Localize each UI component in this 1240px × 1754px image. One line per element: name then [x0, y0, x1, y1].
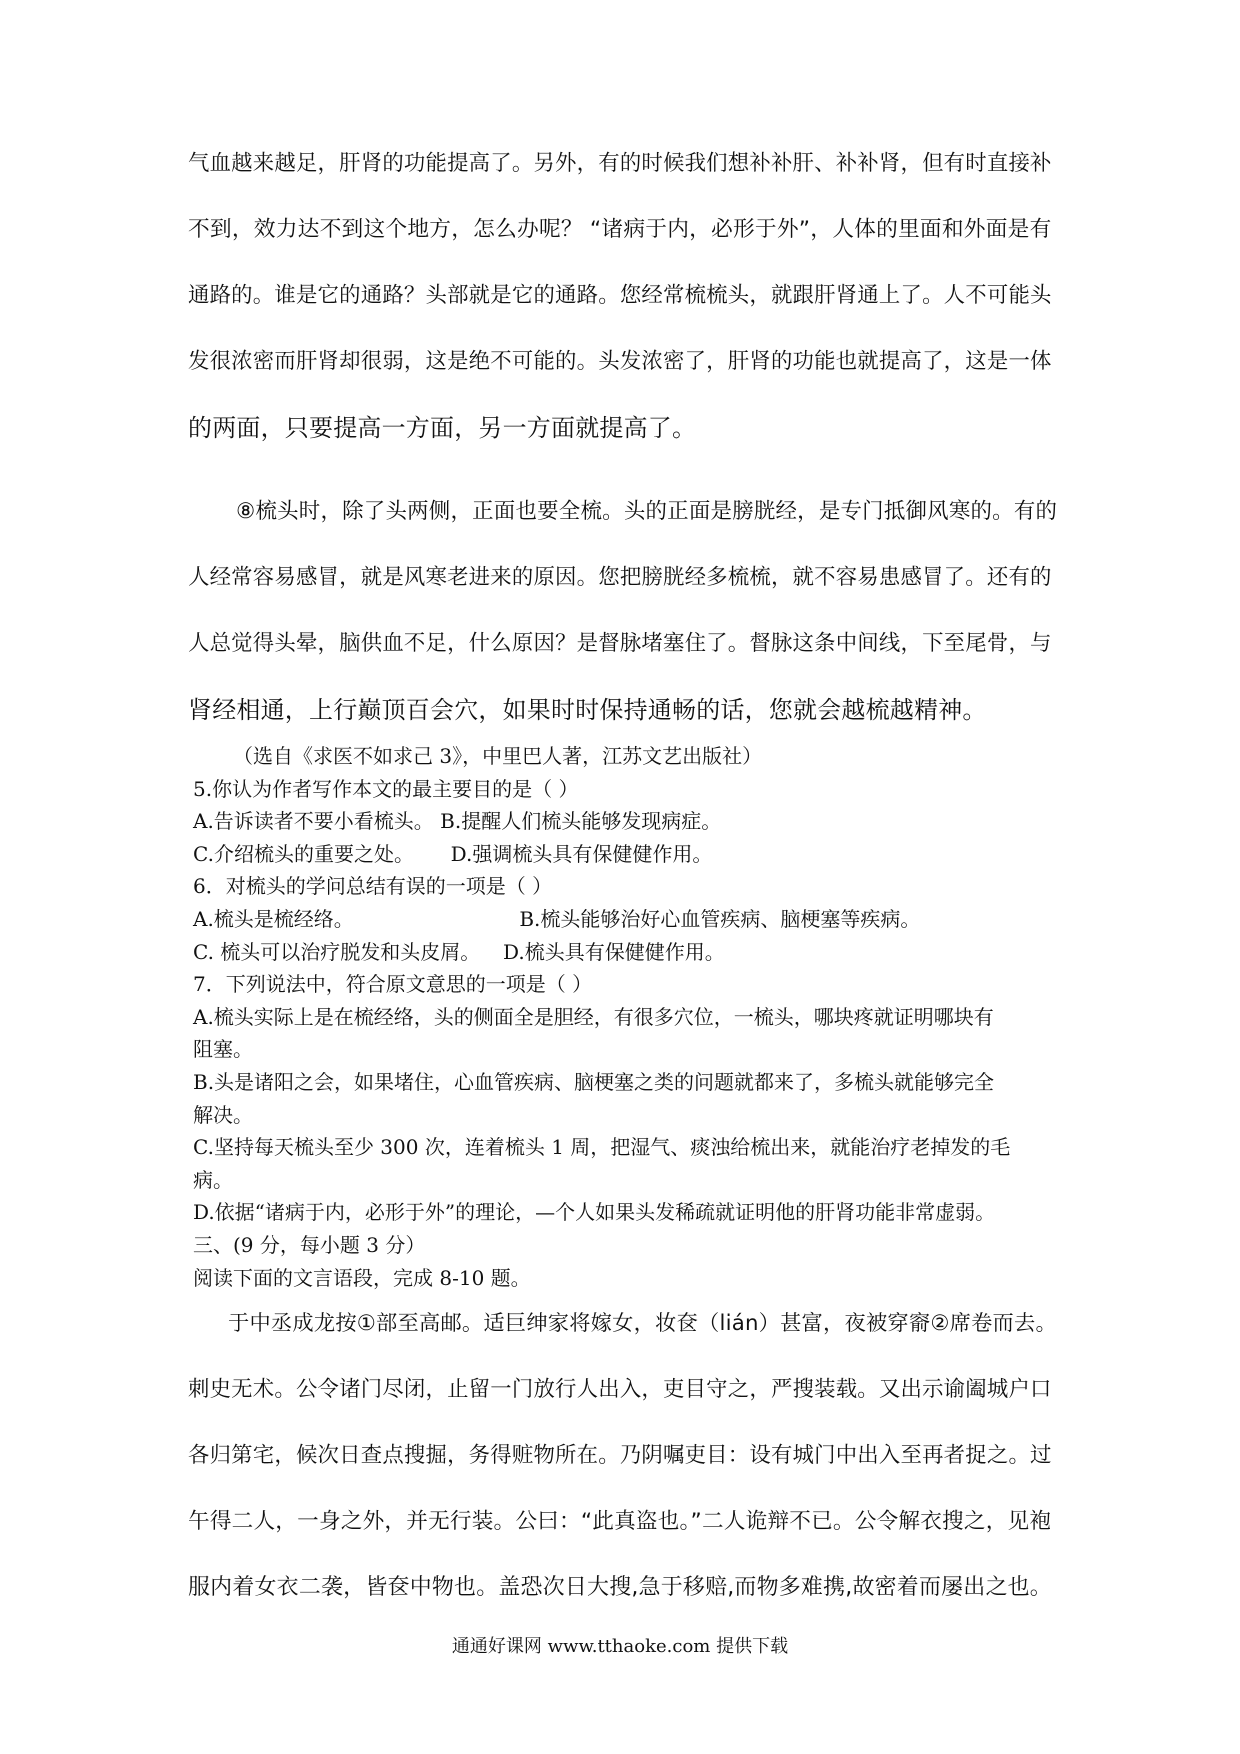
text-line: 气血越来越足，肝肾的功能提高了。另外，有的时候我们想补补肝、补补肾，但有时直接补	[188, 151, 1052, 176]
option-a: A.告诉读者不要小看梳头。	[193, 809, 434, 834]
text-line: 发很浓密而肝肾却很弱，这是绝不可能的。头发浓密了，肝肾的功能也就提高了，这是一体	[188, 349, 1052, 374]
option-a: A.梳头实际上是在梳经络，头的侧面全是胆经，有很多穴位，一梳头，哪块疼就证明哪块有	[193, 1004, 994, 1029]
text-line: 于中丞成龙按①部至高邮。适巨绅家将嫁女，妆奁（lián）甚富，夜被穿窬②席卷而去。	[228, 1311, 1057, 1336]
question-6-stem: 6．对梳头的学问总结有误的一项是（ ）	[193, 874, 553, 899]
questions-block	[193, 740, 1073, 1294]
text-line: 各归第宅，候次日查点搜掘，务得赃物所在。乃阴嘱吏目：设有城门中出入至再者捉之。过	[188, 1443, 1052, 1468]
question-6-options-ab	[193, 903, 1073, 936]
text-line: 肾经相通，上行巅顶百会穴，如果时时保持通畅的话，您就会越梳越精神。	[188, 696, 987, 724]
section-3-instruction: 阅读下面的文言语段，完成 8-10 题。	[193, 1265, 531, 1290]
text-line: 人总觉得头晕，脑供血不足，什么原因？是督脉堵塞住了。督脉这条中间线，下至尾骨，与	[188, 631, 1052, 656]
option-c: C.坚持每天梳头至少 300 次，连着梳头 1 周，把湿气、痰浊给梳出来，就能治疗老掉发的毛	[193, 1135, 1011, 1160]
option-c-continued: 病。	[193, 1167, 233, 1192]
text-line: 通路的。谁是它的通路？头部就是它的通路。您经常梳梳头，就跟肝肾通上了。人不可能头	[188, 283, 1052, 308]
text-line: 不到，效力达不到这个地方，怎么办呢？ “诸病于内，必形于外”，人体的里面和外面是有	[188, 217, 1052, 242]
text-line: 的两面，只要提高一方面，另一方面就提高了。	[188, 414, 697, 442]
text-line: 刺史无术。公令诸门尽闭，止留一门放行人出入，吏目守之，严搜装载。又出示谕阖城户口	[188, 1377, 1052, 1402]
option-a-continued: 阻塞。	[193, 1037, 253, 1062]
paragraph-top	[188, 131, 1060, 461]
question-5-stem: 5.你认为作者写作本文的最主要目的是（ ）	[193, 776, 579, 801]
text-line: 服内着女衣二袭，皆奁中物也。盖恐次日大搜,急于移赔,而物多难携,故密着而屡出之也。	[188, 1575, 1052, 1600]
option-b: B.提醒人们梳头能够发现病症。	[440, 809, 722, 834]
text-line: 人经常容易感冒，就是风寒老进来的原因。您把膀胱经多梳梳，就不容易患感冒了。还有的	[188, 565, 1052, 590]
text-line: ⑧梳头时，除了头两侧，正面也要全梳。头的正面是膀胱经，是专门抵御风寒的。有的	[236, 499, 1058, 524]
page-footer: 通通好课网 www.tthaoke.com 提供下载	[451, 1636, 789, 1657]
option-d: D.梳头具有保健健作用。	[503, 939, 725, 964]
option-b: B.梳头能够治好心血管疾病、脑梗塞等疾病。	[519, 906, 921, 931]
paragraph-8	[188, 479, 1060, 743]
classical-passage	[188, 1291, 1060, 1621]
question-5-options-ab	[193, 805, 1073, 838]
option-d: D.强调梳头具有保健健作用。	[450, 841, 713, 866]
section-3-heading: 三、(9 分，每小题 3 分）	[193, 1232, 426, 1257]
option-d: D.依据“诸病于内，必形于外”的理论，—个人如果头发稀疏就证明他的肝肾功能非常虚弱。	[193, 1200, 996, 1225]
option-b: B.头是诸阳之会，如果堵住，心血管疾病、脑梗塞之类的问题就都来了，多梳头就能够完全	[193, 1069, 995, 1094]
source-citation: （选自《求医不如求己 3》，中里巴人著，江苏文艺出版社）	[233, 744, 763, 768]
text-line: 午得二人，一身之外，并无行装。公曰：“此真盗也。”二人诡辩不已。公令解衣搜之，见袍	[188, 1509, 1052, 1534]
question-6-options-cd	[193, 936, 1073, 969]
question-7-stem: 7．下列说法中，符合原文意思的一项是（ ）	[193, 972, 593, 997]
option-a: A.梳头是梳经络。	[193, 906, 354, 931]
option-c: C. 梳头可以治疗脱发和头皮屑。	[193, 939, 481, 964]
option-c: C.介绍梳头的重要之处。	[193, 841, 414, 866]
question-5-options-cd	[193, 838, 1073, 871]
option-b-continued: 解决。	[193, 1102, 253, 1127]
